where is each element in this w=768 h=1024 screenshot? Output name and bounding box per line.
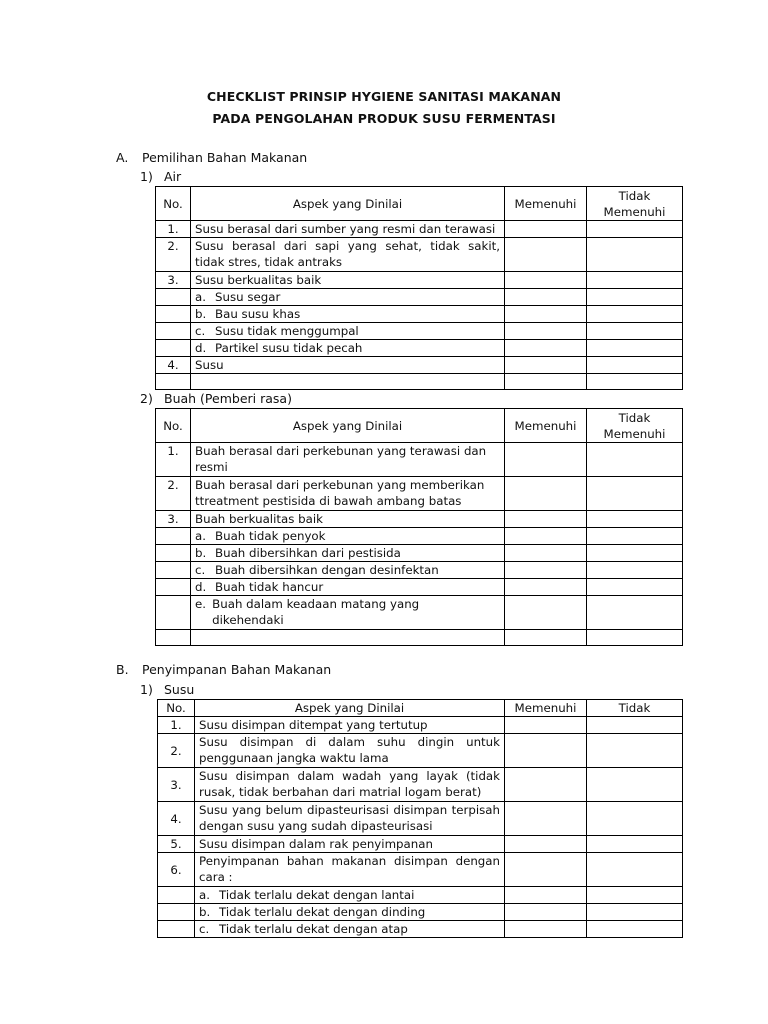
document-title-line2: PADA PENGOLAHAN PRODUK SUSU FERMENTASI: [212, 111, 556, 126]
tidak-memenuhi-cell[interactable]: [587, 357, 683, 374]
row-number: 6.: [158, 853, 195, 887]
subsection-title: Air: [164, 169, 182, 184]
row-aspek: Susu berasal dari sapi yang sehat, tidak sakit, tidak stres, tidak antraks: [191, 238, 505, 272]
table-header-row: [156, 409, 683, 443]
section-label: B.: [116, 662, 129, 677]
row-number: 2.: [156, 238, 191, 272]
memenuhi-cell[interactable]: [505, 887, 587, 904]
item-letter: c.: [199, 922, 210, 936]
item-text: Tidak terlalu dekat dengan atap: [219, 922, 408, 936]
tidak-cell[interactable]: [587, 836, 683, 853]
item-letter: b.: [195, 307, 207, 321]
table-row: [156, 477, 683, 511]
tidak-memenuhi-cell[interactable]: [587, 562, 683, 579]
header-tidak-memenuhi: Tidak Memenuhi: [587, 187, 683, 221]
memenuhi-cell[interactable]: [505, 323, 587, 340]
document-title-line1: CHECKLIST PRINSIP HYGIENE SANITASI MAKANAN: [206, 89, 562, 104]
table-header-row: [158, 700, 683, 717]
item-letter: b.: [195, 546, 207, 560]
tidak-memenuhi-cell[interactable]: [587, 306, 683, 323]
item-text: Buah dibersihkan dari pestisida: [215, 546, 401, 560]
table-row-empty: [156, 630, 683, 646]
item-text: Partikel susu tidak pecah: [215, 341, 363, 355]
memenuhi-cell[interactable]: [505, 374, 587, 390]
header-tidak: Tidak: [587, 700, 683, 717]
table-row: [156, 289, 683, 306]
table-row: [156, 528, 683, 545]
header-aspek: Aspek yang Dinilai: [195, 700, 505, 717]
table-row: [156, 562, 683, 579]
memenuhi-cell[interactable]: [505, 579, 587, 596]
row-aspek: [191, 340, 505, 357]
row-aspek: [191, 562, 505, 579]
item-letter: b.: [199, 905, 211, 919]
memenuhi-cell[interactable]: [505, 596, 587, 630]
subsection-b1-heading: [140, 682, 194, 697]
tidak-cell[interactable]: [587, 802, 683, 836]
table-row: [158, 921, 683, 938]
item-letter: d.: [195, 580, 207, 594]
memenuhi-cell[interactable]: [505, 511, 587, 528]
memenuhi-cell[interactable]: [505, 357, 587, 374]
item-text: Buah tidak hancur: [215, 580, 324, 594]
table-row: [156, 357, 683, 374]
tidak-memenuhi-cell[interactable]: [587, 323, 683, 340]
memenuhi-cell[interactable]: [505, 340, 587, 357]
row-number: [158, 887, 195, 904]
subsection-label: 1): [140, 682, 153, 697]
tidak-memenuhi-cell[interactable]: [587, 238, 683, 272]
table-row: [156, 306, 683, 323]
row-aspek: [191, 374, 505, 390]
row-number: 1.: [158, 717, 195, 734]
memenuhi-cell[interactable]: [505, 289, 587, 306]
tidak-memenuhi-cell[interactable]: [587, 511, 683, 528]
table-row: [156, 443, 683, 477]
table-row: [156, 221, 683, 238]
row-aspek: Susu disimpan dalam rak penyimpanan: [195, 836, 505, 853]
memenuhi-cell[interactable]: [505, 528, 587, 545]
memenuhi-cell[interactable]: [505, 238, 587, 272]
memenuhi-cell[interactable]: [505, 630, 587, 646]
row-number: [156, 579, 191, 596]
tidak-memenuhi-cell[interactable]: [587, 545, 683, 562]
item-letter: a.: [195, 529, 206, 543]
table-row: [158, 734, 683, 768]
tidak-memenuhi-cell[interactable]: [587, 340, 683, 357]
header-no: No.: [156, 187, 191, 221]
row-aspek: [191, 323, 505, 340]
row-number: 5.: [158, 836, 195, 853]
tidak-cell[interactable]: [587, 853, 683, 887]
memenuhi-cell[interactable]: [505, 802, 587, 836]
memenuhi-cell[interactable]: [505, 562, 587, 579]
memenuhi-cell[interactable]: [505, 717, 587, 734]
table-row: [158, 853, 683, 887]
section-title: Pemilihan Bahan Makanan: [142, 150, 308, 165]
row-number: [156, 630, 191, 646]
row-aspek: [195, 887, 505, 904]
memenuhi-cell[interactable]: [505, 921, 587, 938]
row-number: [156, 340, 191, 357]
item-letter: a.: [199, 888, 210, 902]
table-row: [156, 579, 683, 596]
memenuhi-cell[interactable]: [505, 768, 587, 802]
subsection-label: 1): [140, 169, 153, 184]
row-number: 2.: [158, 734, 195, 768]
item-letter: c.: [195, 324, 206, 338]
row-number: 1.: [156, 221, 191, 238]
row-aspek: Buah berkualitas baik: [191, 511, 505, 528]
row-aspek: [195, 904, 505, 921]
tidak-memenuhi-cell[interactable]: [587, 528, 683, 545]
table-row: [158, 836, 683, 853]
row-number: 3.: [158, 768, 195, 802]
row-aspek: [191, 630, 505, 646]
item-text: Susu tidak menggumpal: [215, 324, 359, 338]
item-text: Buah dalam keadaan matang yang dikehendaki: [212, 597, 420, 627]
subsection-a1-heading: [140, 169, 181, 184]
subsection-title: Susu: [164, 682, 195, 697]
item-letter: a.: [195, 290, 206, 304]
checklist-table-buah: [155, 408, 683, 646]
row-aspek: [191, 596, 505, 630]
row-aspek: Susu disimpan dalam wadah yang layak (tidak rusak, tidak berbahan dari matrial logam berat): [195, 768, 505, 802]
tidak-memenuhi-cell[interactable]: [587, 477, 683, 511]
row-number: [156, 323, 191, 340]
row-number: 1.: [156, 443, 191, 477]
memenuhi-cell[interactable]: [505, 272, 587, 289]
tidak-cell[interactable]: [587, 734, 683, 768]
header-aspek: Aspek yang Dinilai: [191, 409, 505, 443]
row-aspek: [195, 921, 505, 938]
item-letter: d.: [195, 341, 207, 355]
table-row: [158, 768, 683, 802]
row-aspek: Buah berasal dari perkebunan yang terawasi dan resmi: [191, 443, 505, 477]
memenuhi-cell[interactable]: [505, 904, 587, 921]
table-row: [156, 511, 683, 528]
item-text: Susu segar: [215, 290, 281, 304]
row-number: [156, 596, 191, 630]
checklist-table-penyimpanan-susu: [157, 699, 683, 938]
tidak-memenuhi-cell[interactable]: [587, 443, 683, 477]
table-row: [156, 545, 683, 562]
item-letter: e.: [195, 597, 207, 611]
section-b-heading: [116, 662, 331, 677]
row-aspek: [191, 528, 505, 545]
memenuhi-cell[interactable]: [505, 443, 587, 477]
tidak-memenuhi-cell[interactable]: [587, 579, 683, 596]
row-aspek: Susu disimpan ditempat yang tertutup: [195, 717, 505, 734]
header-memenuhi: Memenuhi: [505, 187, 587, 221]
row-aspek: [191, 289, 505, 306]
tidak-cell[interactable]: [587, 887, 683, 904]
row-number: [156, 545, 191, 562]
row-number: [156, 562, 191, 579]
row-number: [158, 904, 195, 921]
item-text: Buah tidak penyok: [215, 529, 326, 543]
item-text: Tidak terlalu dekat dengan dinding: [219, 905, 426, 919]
row-aspek: Susu yang belum dipasteurisasi disimpan terpisah dengan susu yang sudah dipasteurisasi: [195, 802, 505, 836]
row-number: [158, 921, 195, 938]
header-aspek: Aspek yang Dinilai: [191, 187, 505, 221]
row-aspek: [191, 579, 505, 596]
table-row: [156, 323, 683, 340]
item-letter: c.: [195, 563, 206, 577]
tidak-cell[interactable]: [587, 768, 683, 802]
table-row-empty: [156, 374, 683, 390]
section-a-heading: [116, 150, 307, 165]
table-row: [156, 340, 683, 357]
row-number: 2.: [156, 477, 191, 511]
section-label: A.: [116, 150, 129, 165]
row-aspek: Buah berasal dari perkebunan yang memberikan ttreatment pestisida di bawah ambang batas: [191, 477, 505, 511]
row-aspek: Susu berasal dari sumber yang resmi dan terawasi: [191, 221, 505, 238]
item-text: Tidak terlalu dekat dengan lantai: [219, 888, 415, 902]
memenuhi-cell[interactable]: [505, 477, 587, 511]
subsection-a2-heading: [140, 391, 292, 406]
row-number: [156, 528, 191, 545]
table-row: [156, 596, 683, 630]
memenuhi-cell[interactable]: [505, 836, 587, 853]
tidak-memenuhi-cell[interactable]: [587, 596, 683, 630]
memenuhi-cell[interactable]: [505, 545, 587, 562]
memenuhi-cell[interactable]: [505, 734, 587, 768]
row-number: 4.: [156, 357, 191, 374]
checklist-table-air: [155, 186, 683, 390]
header-tidak-memenuhi: Tidak Memenuhi: [587, 409, 683, 443]
row-aspek: Susu berkualitas baik: [191, 272, 505, 289]
row-number: 3.: [156, 272, 191, 289]
table-row: [156, 272, 683, 289]
row-aspek: [191, 306, 505, 323]
tidak-memenuhi-cell[interactable]: [587, 630, 683, 646]
header-no: No.: [156, 409, 191, 443]
tidak-memenuhi-cell[interactable]: [587, 221, 683, 238]
tidak-cell[interactable]: [587, 921, 683, 938]
item-text: Bau susu khas: [215, 307, 301, 321]
row-aspek: Susu: [191, 357, 505, 374]
table-row: [158, 717, 683, 734]
row-number: [156, 306, 191, 323]
row-aspek: [191, 545, 505, 562]
table-row: [156, 238, 683, 272]
row-number: 4.: [158, 802, 195, 836]
tidak-cell[interactable]: [587, 717, 683, 734]
memenuhi-cell[interactable]: [505, 221, 587, 238]
memenuhi-cell[interactable]: [505, 853, 587, 887]
subsection-title: Buah (Pemberi rasa): [164, 391, 292, 406]
tidak-memenuhi-cell[interactable]: [587, 272, 683, 289]
row-aspek: Penyimpanan bahan makanan disimpan dengan cara :: [195, 853, 505, 887]
row-number: [156, 289, 191, 306]
table-row: [158, 887, 683, 904]
row-number: [156, 374, 191, 390]
header-memenuhi: Memenuhi: [505, 409, 587, 443]
table-header-row: [156, 187, 683, 221]
header-no: No.: [158, 700, 195, 717]
row-aspek: Susu disimpan di dalam suhu dingin untuk penggunaan jangka waktu lama: [195, 734, 505, 768]
tidak-cell[interactable]: [587, 904, 683, 921]
memenuhi-cell[interactable]: [505, 306, 587, 323]
tidak-memenuhi-cell[interactable]: [587, 289, 683, 306]
table-row: [158, 802, 683, 836]
header-memenuhi: Memenuhi: [505, 700, 587, 717]
section-title: Penyimpanan Bahan Makanan: [142, 662, 332, 677]
row-number: 3.: [156, 511, 191, 528]
tidak-memenuhi-cell[interactable]: [587, 374, 683, 390]
table-row: [158, 904, 683, 921]
subsection-label: 2): [140, 391, 153, 406]
item-text: Buah dibersihkan dengan desinfektan: [215, 563, 439, 577]
